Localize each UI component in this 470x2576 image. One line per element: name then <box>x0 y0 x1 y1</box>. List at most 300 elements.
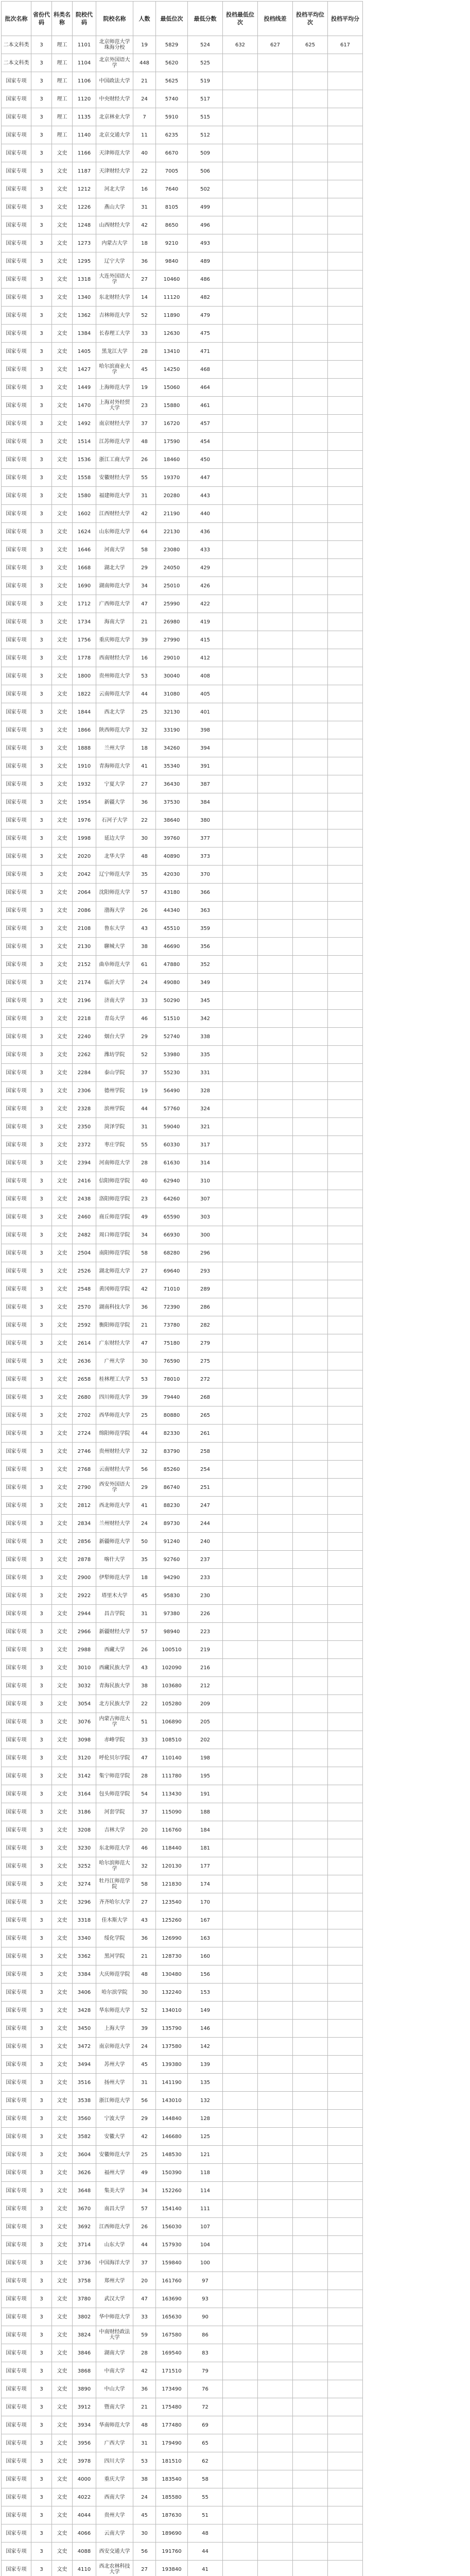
table-row <box>2 1551 363 1569</box>
table-cell: 文史 <box>52 595 73 613</box>
table-row <box>2 343 363 361</box>
table-cell <box>223 631 258 649</box>
table-cell <box>258 1623 293 1641</box>
table-cell: 3 <box>31 2038 52 2056</box>
table-cell: 21 <box>133 72 156 90</box>
table-row <box>2 1316 363 1334</box>
table-cell <box>328 1965 363 1984</box>
table-cell <box>258 2543 293 2561</box>
table-row <box>2 2398 363 2416</box>
table-cell: 大庆师范学院 <box>96 1965 133 1984</box>
table-cell: 齐齐哈尔大学 <box>96 1893 133 1911</box>
table-cell: 57 <box>133 2200 156 2218</box>
table-cell: 国家专项 <box>2 829 31 848</box>
table-cell: 中南财经政法大学 <box>96 2326 133 2344</box>
table-cell: 国家专项 <box>2 1136 31 1154</box>
table-cell <box>328 1893 363 1911</box>
table-cell: 4066 <box>73 2524 96 2543</box>
table-cell <box>293 1262 328 1280</box>
table-cell: 国家专项 <box>2 1425 31 1443</box>
table-cell <box>293 1118 328 1136</box>
table-cell <box>258 1659 293 1677</box>
table-cell: 3780 <box>73 2290 96 2308</box>
table-cell: 3 <box>31 1172 52 1190</box>
table-cell: 南昌大学 <box>96 2200 133 2218</box>
table-cell: 22 <box>133 1695 156 1713</box>
table-cell: 浙江师范大学 <box>96 2092 133 2110</box>
table-row <box>2 1136 363 1154</box>
table-cell: 1101 <box>73 36 96 54</box>
table-cell: 宁波大学 <box>96 2110 133 2128</box>
table-cell <box>328 2416 363 2434</box>
table-cell: 31 <box>133 2434 156 2452</box>
table-cell: 3318 <box>73 1911 96 1929</box>
table-cell: 文史 <box>52 1767 73 1785</box>
table-cell: 3890 <box>73 2380 96 2398</box>
table-cell <box>258 1821 293 1839</box>
table-cell <box>223 2236 258 2254</box>
table-cell: 国家专项 <box>2 866 31 884</box>
table-cell: 247 <box>188 1497 223 1515</box>
table-cell: 3626 <box>73 2164 96 2182</box>
table-cell <box>328 1388 363 1406</box>
table-cell <box>258 1136 293 1154</box>
table-cell <box>328 2398 363 2416</box>
table-cell <box>223 2524 258 2543</box>
table-cell: 3 <box>31 1677 52 1695</box>
table-cell: 中山大学 <box>96 2380 133 2398</box>
table-cell <box>223 1352 258 1370</box>
table-cell: 文史 <box>52 2380 73 2398</box>
table-cell: 1602 <box>73 505 96 523</box>
table-cell: 58 <box>133 1244 156 1262</box>
table-cell: 7640 <box>156 180 188 198</box>
table-cell: 滨州学院 <box>96 1100 133 1118</box>
table-cell: 3252 <box>73 1857 96 1875</box>
table-cell <box>258 1533 293 1551</box>
table-cell: 134010 <box>156 2002 188 2020</box>
table-cell: 233 <box>188 1569 223 1587</box>
table-cell: 56 <box>133 2543 156 2561</box>
table-row <box>2 1046 363 1064</box>
table-cell: 3736 <box>73 2254 96 2272</box>
table-cell: 23080 <box>156 541 188 559</box>
table-cell <box>223 2543 258 2561</box>
table-cell: 延边大学 <box>96 829 133 848</box>
table-cell: 4000 <box>73 2470 96 2488</box>
table-cell: 文史 <box>52 1821 73 1839</box>
table-cell: 渤海大学 <box>96 902 133 920</box>
table-cell <box>223 2362 258 2380</box>
table-cell <box>293 343 328 361</box>
table-cell: 3692 <box>73 2218 96 2236</box>
table-cell: 3428 <box>73 2002 96 2020</box>
table-cell: 文史 <box>52 451 73 469</box>
table-row <box>2 631 363 649</box>
table-cell <box>293 234 328 252</box>
table-cell <box>293 2326 328 2344</box>
table-cell: 68280 <box>156 1244 188 1262</box>
table-cell: 55230 <box>156 1064 188 1082</box>
table-cell: 东北财经大学 <box>96 289 133 307</box>
table-cell: 国家专项 <box>2 2182 31 2200</box>
table-cell <box>328 2452 363 2470</box>
table-cell: 鲁东大学 <box>96 920 133 938</box>
table-cell: 24 <box>133 2038 156 2056</box>
table-cell <box>258 1965 293 1984</box>
table-cell: 28 <box>133 2344 156 2362</box>
table-cell: 46690 <box>156 938 188 956</box>
table-cell <box>293 90 328 108</box>
table-cell: 3 <box>31 1731 52 1749</box>
table-cell <box>328 343 363 361</box>
table-cell: 36 <box>133 793 156 811</box>
table-cell <box>223 2254 258 2272</box>
table-row <box>2 703 363 721</box>
table-cell: 254 <box>188 1461 223 1479</box>
table-cell: 3 <box>31 1821 52 1839</box>
table-cell: 文史 <box>52 703 73 721</box>
table-cell <box>223 1461 258 1479</box>
table-cell <box>258 1316 293 1334</box>
table-cell <box>293 793 328 811</box>
table-cell: 475 <box>188 325 223 343</box>
table-cell: 40 <box>133 144 156 162</box>
table-cell <box>328 2344 363 2362</box>
table-cell <box>293 2398 328 2416</box>
table-cell <box>328 144 363 162</box>
table-cell: 3076 <box>73 1713 96 1731</box>
column-header: 院校代码 <box>73 2 96 36</box>
table-cell: 338 <box>188 1028 223 1046</box>
table-cell: 517 <box>188 90 223 108</box>
table-cell: 新疆财经大学 <box>96 1623 133 1641</box>
table-cell: 457 <box>188 415 223 433</box>
table-cell: 文史 <box>52 1875 73 1893</box>
table-cell <box>328 613 363 631</box>
table-row <box>2 1587 363 1605</box>
table-cell <box>258 2200 293 2218</box>
table-cell: 293 <box>188 1262 223 1280</box>
table-cell <box>258 397 293 415</box>
table-cell <box>223 1911 258 1929</box>
table-cell <box>293 1334 328 1352</box>
table-cell: 3406 <box>73 1984 96 2002</box>
table-cell: 5625 <box>156 72 188 90</box>
table-cell: 54 <box>133 1785 156 1803</box>
table-cell: 国家专项 <box>2 2434 31 2452</box>
table-cell: 62940 <box>156 1172 188 1190</box>
table-cell <box>223 1515 258 1533</box>
table-cell: 45 <box>133 2056 156 2074</box>
table-row <box>2 595 363 613</box>
table-row <box>2 667 363 685</box>
table-cell <box>328 1172 363 1190</box>
table-cell <box>258 2164 293 2182</box>
table-cell: 44340 <box>156 902 188 920</box>
table-cell: 39 <box>133 631 156 649</box>
table-cell: 山东师范大学 <box>96 523 133 541</box>
table-cell: 国家专项 <box>2 2488 31 2506</box>
table-cell: 48 <box>133 1965 156 1984</box>
table-cell <box>293 469 328 487</box>
table-cell: 1668 <box>73 559 96 577</box>
table-cell: 文史 <box>52 1947 73 1965</box>
table-cell: 33 <box>133 992 156 1010</box>
table-cell: 3714 <box>73 2236 96 2254</box>
table-cell <box>258 2452 293 2470</box>
table-cell: 35 <box>133 1551 156 1569</box>
table-cell <box>293 2344 328 2362</box>
table-cell: 国家专项 <box>2 2110 31 2128</box>
table-cell: 16 <box>133 180 156 198</box>
table-cell: 335 <box>188 1046 223 1064</box>
table-cell: 3 <box>31 1406 52 1425</box>
table-cell: 2900 <box>73 1569 96 1587</box>
table-cell: 75180 <box>156 1334 188 1352</box>
table-cell: 国家专项 <box>2 559 31 577</box>
table-cell: 17590 <box>156 433 188 451</box>
table-cell <box>258 325 293 343</box>
table-cell <box>223 1641 258 1659</box>
table-row <box>2 144 363 162</box>
table-cell: 412 <box>188 649 223 667</box>
table-cell: 42 <box>133 505 156 523</box>
table-cell: 3 <box>31 1785 52 1803</box>
table-cell: 1427 <box>73 361 96 379</box>
table-cell: 文史 <box>52 1100 73 1118</box>
table-cell <box>223 1298 258 1316</box>
table-cell <box>328 1244 363 1262</box>
table-cell: 文史 <box>52 1605 73 1623</box>
table-cell <box>258 2038 293 2056</box>
table-cell: 2834 <box>73 1515 96 1533</box>
table-cell: 文史 <box>52 866 73 884</box>
table-cell <box>293 992 328 1010</box>
table-row <box>2 234 363 252</box>
table-cell: 237 <box>188 1551 223 1569</box>
table-cell: 喀什大学 <box>96 1551 133 1569</box>
table-row <box>2 1821 363 1839</box>
table-cell: 国家专项 <box>2 1479 31 1497</box>
table-cell: 2020 <box>73 848 96 866</box>
table-row <box>2 1244 363 1262</box>
table-cell <box>328 198 363 216</box>
table-cell: 理工 <box>52 72 73 90</box>
table-cell: 42 <box>133 1280 156 1298</box>
table-cell: 2724 <box>73 1425 96 1443</box>
table-cell: 文史 <box>52 1226 73 1244</box>
table-cell <box>328 1641 363 1659</box>
table-cell: 国家专项 <box>2 1821 31 1839</box>
table-cell <box>223 721 258 739</box>
table-cell: 98940 <box>156 1623 188 1641</box>
table-cell: 2526 <box>73 1262 96 1280</box>
table-cell: 79 <box>188 2362 223 2380</box>
table-cell: 国家专项 <box>2 1659 31 1677</box>
table-cell <box>258 667 293 685</box>
table-cell <box>293 1605 328 1623</box>
table-cell: 文史 <box>52 2398 73 2416</box>
table-cell: 18 <box>133 234 156 252</box>
table-cell: 国家专项 <box>2 2200 31 2218</box>
table-row <box>2 2236 363 2254</box>
table-cell <box>293 1064 328 1082</box>
table-cell <box>258 1461 293 1479</box>
table-cell: 南京师范大学 <box>96 2038 133 2056</box>
table-cell: 华东师范大学 <box>96 2002 133 2020</box>
table-cell <box>223 2020 258 2038</box>
table-cell: 29 <box>133 1028 156 1046</box>
table-cell: 塔里木大学 <box>96 1587 133 1605</box>
table-cell: 3274 <box>73 1875 96 1893</box>
table-cell: 310 <box>188 1172 223 1190</box>
table-cell: 3 <box>31 2128 52 2146</box>
table-cell: 国家专项 <box>2 1695 31 1713</box>
table-cell: 115090 <box>156 1803 188 1821</box>
table-cell <box>328 2236 363 2254</box>
table-cell: 24 <box>133 974 156 992</box>
table-cell: 33 <box>133 1731 156 1749</box>
table-cell <box>328 325 363 343</box>
table-cell: 烟台大学 <box>96 1028 133 1046</box>
table-cell <box>223 1785 258 1803</box>
table-cell: 文史 <box>52 1551 73 1569</box>
table-cell: 2328 <box>73 1100 96 1118</box>
table-cell <box>258 1100 293 1118</box>
table-cell <box>293 523 328 541</box>
table-cell <box>258 1425 293 1443</box>
table-cell: 3120 <box>73 1749 96 1767</box>
table-cell: 3 <box>31 72 52 90</box>
table-cell: 文史 <box>52 2002 73 2020</box>
table-cell: 12630 <box>156 325 188 343</box>
table-cell: 文史 <box>52 2110 73 2128</box>
table-cell: 3 <box>31 2308 52 2326</box>
table-cell <box>258 2002 293 2020</box>
table-cell <box>293 415 328 433</box>
table-cell: 国家专项 <box>2 1947 31 1965</box>
table-cell: 32 <box>133 721 156 739</box>
table-cell: 牡丹江师范学院 <box>96 1875 133 1893</box>
table-cell: 国家专项 <box>2 216 31 234</box>
table-cell: 吉林大学 <box>96 1821 133 1839</box>
table-cell: 24 <box>133 90 156 108</box>
table-cell: 1624 <box>73 523 96 541</box>
table-cell: 贵州师范大学 <box>96 667 133 685</box>
table-cell <box>328 2182 363 2200</box>
table-cell: 文史 <box>52 1695 73 1713</box>
table-cell <box>258 1587 293 1605</box>
table-cell: 国家专项 <box>2 2128 31 2146</box>
table-cell: 2482 <box>73 1226 96 1244</box>
table-cell: 伊犁师范大学 <box>96 1569 133 1587</box>
table-cell: 3 <box>31 1569 52 1587</box>
table-cell <box>258 1244 293 1262</box>
table-cell <box>293 2506 328 2524</box>
table-cell <box>328 1118 363 1136</box>
table-row <box>2 1334 363 1352</box>
table-cell: 8105 <box>156 198 188 216</box>
table-cell: 18 <box>133 1569 156 1587</box>
table-cell: 3 <box>31 1479 52 1497</box>
table-cell: 53 <box>133 1370 156 1388</box>
table-cell <box>328 2038 363 2056</box>
table-cell: 3 <box>31 2020 52 2038</box>
table-cell: 26980 <box>156 613 188 631</box>
table-cell <box>258 1172 293 1190</box>
table-cell: 文史 <box>52 1388 73 1406</box>
table-cell: 2658 <box>73 1370 96 1388</box>
table-cell: 34 <box>133 1226 156 1244</box>
table-cell <box>223 1244 258 1262</box>
table-cell <box>293 1677 328 1695</box>
table-cell: 41 <box>133 1497 156 1515</box>
table-cell: 422 <box>188 595 223 613</box>
table-cell: 文史 <box>52 144 73 162</box>
table-row <box>2 1298 363 1316</box>
table-cell: 185580 <box>156 2488 188 2506</box>
table-cell: 文史 <box>52 1316 73 1334</box>
table-row <box>2 126 363 144</box>
table-cell <box>223 811 258 829</box>
table-cell: 3538 <box>73 2092 96 2110</box>
table-cell: 307 <box>188 1190 223 1208</box>
table-cell <box>328 2308 363 2326</box>
table-cell: 72390 <box>156 1298 188 1316</box>
table-cell <box>258 1515 293 1533</box>
table-cell: 潍坊学院 <box>96 1046 133 1064</box>
table-cell: 泰山学院 <box>96 1064 133 1082</box>
table-cell: 2504 <box>73 1244 96 1262</box>
table-cell: 29010 <box>156 649 188 667</box>
table-cell <box>223 2326 258 2344</box>
table-cell <box>223 1533 258 1551</box>
table-cell: 苏州大学 <box>96 2056 133 2074</box>
table-cell <box>223 2002 258 2020</box>
table-cell <box>223 1731 258 1749</box>
table-cell: 3 <box>31 1533 52 1551</box>
table-cell: 125 <box>188 2128 223 2146</box>
table-cell: 464 <box>188 379 223 397</box>
table-cell: 2636 <box>73 1352 96 1370</box>
table-cell <box>293 2290 328 2308</box>
table-cell: 7 <box>133 108 156 126</box>
table-row <box>2 2524 363 2543</box>
table-cell: 3 <box>31 2362 52 2380</box>
table-cell: 89730 <box>156 1515 188 1533</box>
table-cell: 国家专项 <box>2 1154 31 1172</box>
table-cell <box>258 1443 293 1461</box>
table-cell <box>258 1352 293 1370</box>
table-cell <box>258 1406 293 1425</box>
table-cell: 3 <box>31 2164 52 2182</box>
table-row <box>2 2020 363 2038</box>
table-cell: 149 <box>188 2002 223 2020</box>
table-cell <box>293 2200 328 2218</box>
table-cell <box>293 108 328 126</box>
table-cell: 156 <box>188 1965 223 1984</box>
table-cell <box>258 1190 293 1208</box>
table-cell: 哈尔滨学院 <box>96 1984 133 2002</box>
table-cell: 2856 <box>73 1533 96 1551</box>
table-cell: 41 <box>133 757 156 775</box>
table-row <box>2 2056 363 2074</box>
table-cell: 国家专项 <box>2 1208 31 1226</box>
table-cell: 3 <box>31 108 52 126</box>
table-cell <box>223 487 258 505</box>
table-cell: 448 <box>133 54 156 72</box>
